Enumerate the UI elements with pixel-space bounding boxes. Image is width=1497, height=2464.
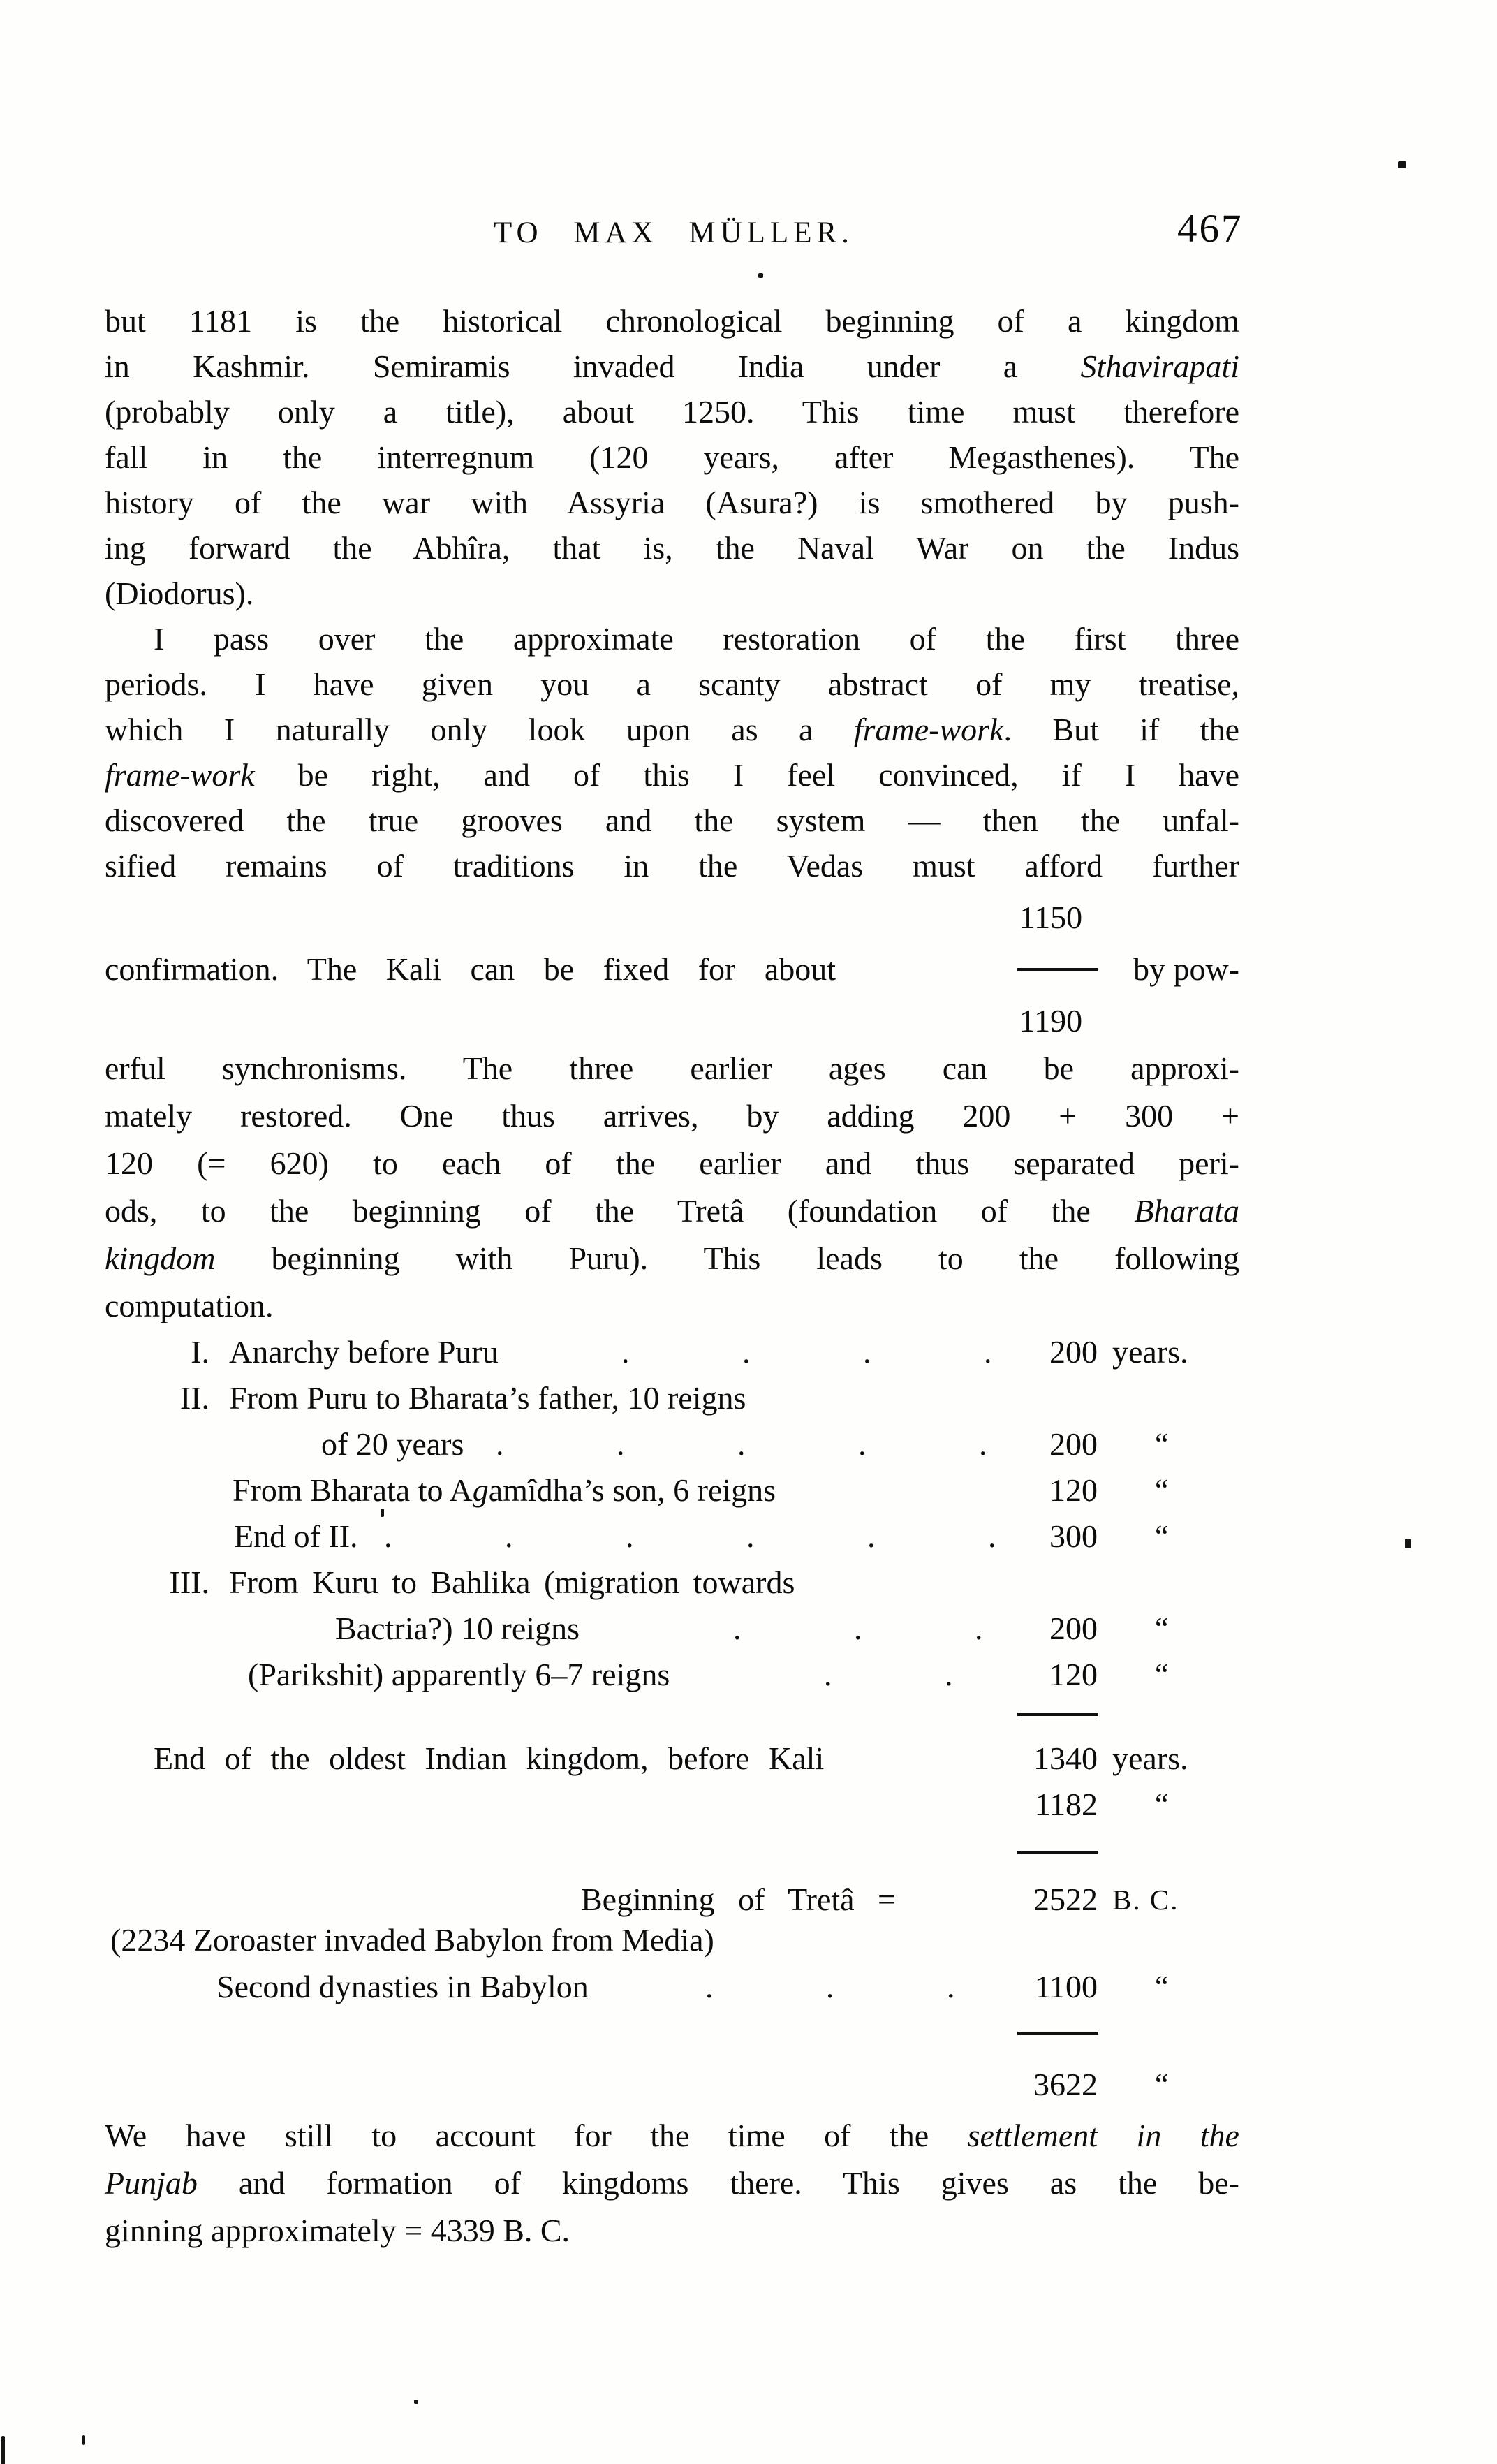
ditto-mark: “ (1155, 1473, 1169, 1507)
row-value: 300 (1049, 1518, 1098, 1554)
sum-rule (1017, 2032, 1098, 2035)
fraction-numerator: 1150 (1019, 900, 1083, 935)
row-value: 200 (1049, 1611, 1098, 1646)
table-row (105, 1652, 1239, 1698)
body-line: ing forward the Abhîra, that is, the Naval War on the Indus (105, 530, 1239, 566)
row-value: 1182 (1034, 1787, 1098, 1822)
body-line: erful synchronisms. The three earlier ages can be approxi- (105, 1050, 1239, 1086)
ditto-mark: “ (1155, 1427, 1169, 1461)
row-value: 2522 (1033, 1882, 1098, 1917)
ditto-mark: “ (1155, 1657, 1169, 1692)
table-row (105, 1560, 1239, 1606)
row-value: 200 (1049, 1426, 1098, 1462)
row-value: 1340 (1033, 1740, 1098, 1776)
row-label: Beginning of Tretâ = (581, 1882, 897, 1917)
total-row (105, 1736, 1239, 1782)
fraction-numerator-line (105, 895, 1239, 941)
leader-dots: . . . . (621, 1334, 992, 1370)
row-label: From Kuru to Bahlika (migration towards (229, 1564, 795, 1600)
fraction-denominator-line (105, 998, 1239, 1044)
table-row (105, 1421, 1239, 1467)
ditto-mark: “ (1155, 1970, 1169, 2004)
total-row (105, 2062, 1239, 2108)
row-label: Anarchy before Puru (229, 1334, 499, 1370)
row-label: Bactria?) 10 reigns (335, 1611, 580, 1646)
row-value: 120 (1049, 1657, 1098, 1692)
page-number: 467 (1177, 207, 1244, 251)
ink-speck (82, 2435, 85, 2445)
total-row (105, 1782, 1239, 1828)
table-row (105, 1467, 1239, 1513)
total-row (105, 1964, 1239, 2010)
running-header-title: TO MAX MÜLLER. (494, 217, 854, 249)
body-line: which I naturally only look upon as a frame-work. But if the (105, 712, 1239, 747)
fraction-denominator: 1190 (1019, 1003, 1083, 1039)
zoroaster-note: (2234 Zoroaster invaded Babylon from Media) (110, 1922, 714, 1958)
row-numeral: III. (169, 1564, 209, 1600)
row-label: End of II. (234, 1518, 358, 1554)
table-row (105, 1513, 1239, 1560)
ink-speck (414, 2400, 418, 2404)
total-row (105, 1877, 1239, 1923)
body-line: ods, to the beginning of the Tretâ (foundation of the Bharata (105, 1193, 1239, 1229)
body-line: (Diodorus). (105, 575, 254, 611)
sum-rule (1017, 1851, 1098, 1854)
row-value: 1100 (1034, 1969, 1098, 2004)
row-value: 200 (1049, 1334, 1098, 1370)
row-unit: years. (1112, 1334, 1188, 1370)
row-label: (Parikshit) apparently 6–7 reigns (248, 1657, 670, 1692)
row-label: Second dynasties in Babylon (216, 1969, 589, 2004)
ink-speck (1, 2436, 5, 2464)
ditto-mark: “ (1155, 1519, 1169, 1553)
body-line: I pass over the approximate restoration of the first three (154, 621, 1239, 657)
body-line: (probably only a title), about 1250. This time must therefore (105, 394, 1239, 430)
row-label: From Bharata to Agamîdha’s son, 6 reigns (233, 1472, 776, 1508)
body-line: sified remains of traditions in the Vedas must afford further (105, 848, 1239, 883)
body-line: mately restored. One thus arrives, by adding 200 + 300 + (105, 1098, 1239, 1134)
kali-line (105, 946, 1239, 992)
sum-rule (1017, 1713, 1098, 1716)
body-line: discovered the true grooves and the system — then the unfal- (105, 802, 1239, 838)
row-label: End of the oldest Indian kingdom, before Kali (154, 1740, 825, 1776)
leader-dots: . . . (705, 1969, 955, 2004)
row-unit: B. C. (1112, 1884, 1179, 1916)
ink-speck (758, 273, 763, 278)
row-label: From Puru to Bharata’s father, 10 reigns (229, 1380, 746, 1416)
leader-dots: . . . . . . (384, 1518, 996, 1554)
leader-dots: . . . (733, 1611, 983, 1646)
leader-dots: . . . . . (496, 1426, 987, 1462)
leader-dots: . . (824, 1657, 953, 1692)
ditto-mark: “ (1155, 1787, 1169, 1821)
row-value: 120 (1049, 1472, 1098, 1508)
body-line: We have still to account for the time of the settlement in the (105, 2118, 1239, 2153)
body-line: fall in the interregnum (120 years, after Megasthenes). The (105, 439, 1239, 475)
row-numeral: II. (179, 1380, 209, 1416)
table-row (105, 1375, 1239, 1421)
kali-line-left: confirmation. The Kali can be fixed for about (105, 951, 836, 987)
body-line: frame-work be right, and of this I feel convinced, if I have (105, 757, 1239, 793)
body-line: kingdom beginning with Puru). This leads to the following (105, 1240, 1239, 1276)
note-line (105, 1917, 1239, 1963)
ditto-mark: “ (1155, 2067, 1169, 2102)
body-line: in Kashmir. Semiramis invaded India under a Sthavirapati (105, 349, 1239, 384)
table-row (105, 1329, 1239, 1375)
row-numeral: I. (191, 1334, 209, 1370)
row-unit: years. (1112, 1740, 1188, 1776)
body-line: ginning approximately = 4339 B. C. (105, 2213, 570, 2248)
fraction-bar (1017, 968, 1098, 971)
body-line: but 1181 is the historical chronological beginning of a kingdom (105, 303, 1239, 339)
row-value: 3622 (1033, 2067, 1098, 2102)
table-row (105, 1606, 1239, 1652)
body-line: 120 (= 620) to each of the earlier and thus separated peri- (105, 1145, 1239, 1181)
body-line: Punjab and formation of kingdoms there. This gives as the be- (105, 2165, 1239, 2201)
ditto-mark: “ (1155, 1611, 1169, 1645)
kali-line-right: by pow- (1133, 951, 1239, 987)
body-line: computation. (105, 1288, 274, 1323)
ink-speck (1398, 161, 1406, 168)
row-label: of 20 years (321, 1426, 464, 1462)
body-line: history of the war with Assyria (Asura?) is smothered by push- (105, 485, 1239, 520)
body-line: periods. I have given you a scanty abstract of my treatise, (105, 666, 1239, 702)
ink-speck (1405, 1539, 1411, 1548)
